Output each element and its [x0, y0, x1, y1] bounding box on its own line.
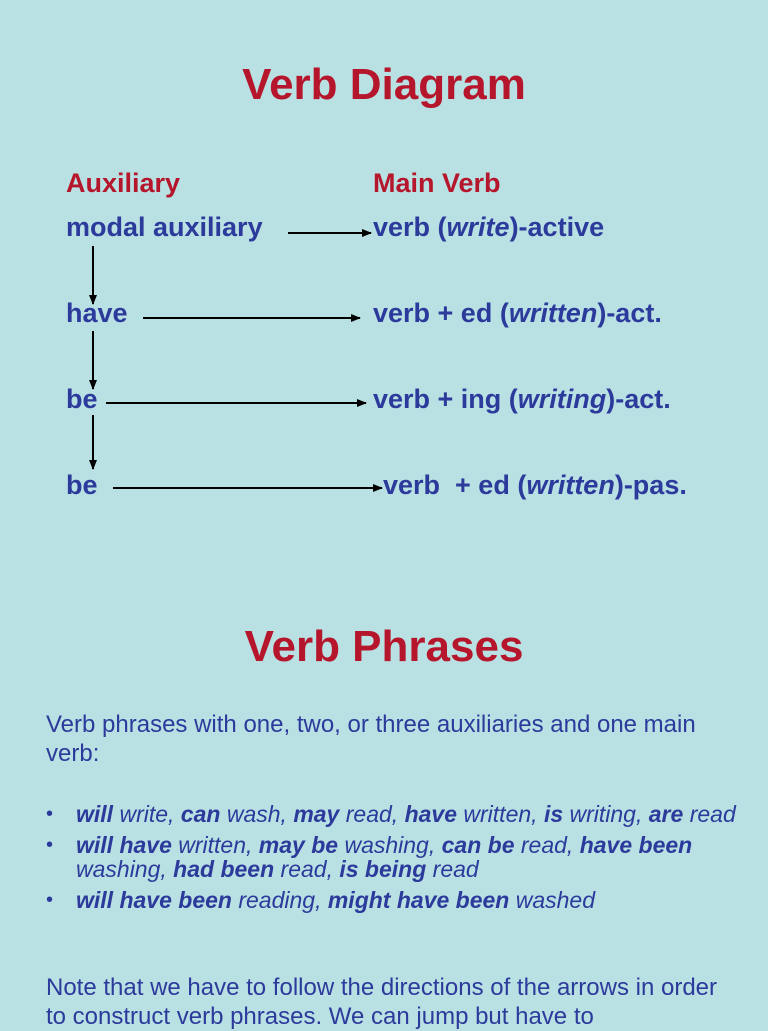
aux-row-3: be: [66, 384, 98, 414]
phrase-auxiliary: is being: [339, 856, 427, 882]
aux-row-2: have: [66, 298, 128, 328]
auxiliary-header: Auxiliary: [66, 168, 181, 198]
phrase-main-verb: washing,: [76, 856, 174, 882]
phrase-auxiliary: can be: [441, 832, 515, 858]
main-row-3-italic: writing: [517, 384, 607, 414]
phrases-title: Verb Phrases: [244, 622, 524, 671]
main-row-2-pre: verb + ed (: [373, 298, 509, 328]
phrase-main-verb: wash,: [220, 801, 294, 827]
phrase-main-verb: written,: [171, 832, 259, 858]
main-row-4-italic: written: [526, 470, 615, 500]
phrase-main-verb: read: [426, 856, 479, 882]
phrase-main-verb: write,: [113, 801, 181, 827]
phrase-main-verb: read,: [274, 856, 340, 882]
phrase-main-verb: washing,: [338, 832, 442, 858]
diagram-title: Verb Diagram: [242, 60, 526, 109]
phrase-auxiliary: had been: [173, 856, 275, 882]
main-row-2-post: )-act.: [597, 298, 662, 328]
phrase-auxiliary: will have: [76, 832, 172, 858]
phrase-main-verb: writing,: [563, 801, 649, 827]
aux-row-1: modal auxiliary: [66, 212, 263, 242]
phrases-intro: Verb phrases with one, two, or three auxiliaries and one main verb:: [46, 711, 696, 767]
phrase-auxiliary: are: [648, 801, 684, 827]
phrase-auxiliary: may: [293, 801, 340, 827]
phrase-main-verb: reading,: [231, 887, 328, 913]
main-row-3-pre: verb + ing (: [373, 384, 518, 414]
phrases-note: Note that we have to follow the directions of the arrows in order to construct verb phrases. We can jump but have to: [46, 974, 718, 1030]
phrase-main-verb: read,: [514, 832, 580, 858]
main-row-1-post: )-active: [509, 212, 605, 242]
phrase-auxiliary: have: [404, 801, 458, 827]
main-row-4-pre: verb + ed (: [383, 470, 527, 500]
phrase-main-verb: washed: [509, 887, 596, 913]
main-row-3-post: )-act.: [606, 384, 671, 414]
main-row-4-post: )-pas.: [614, 470, 687, 500]
main-verb-header: Main Verb: [373, 168, 501, 198]
phrase-list-item: [46, 833, 736, 881]
main-row-1-italic: write: [446, 212, 510, 242]
phrase-auxiliary: might have been: [327, 887, 510, 913]
phrase-main-verb: read,: [339, 801, 405, 827]
main-row-1-pre: verb (: [373, 212, 447, 242]
phrase-list: [46, 802, 736, 919]
phrase-auxiliary: will: [76, 801, 114, 827]
phrase-auxiliary: have been: [579, 832, 693, 858]
aux-row-4: be: [66, 470, 98, 500]
main-row-2-italic: written: [508, 298, 598, 328]
phrase-main-verb: written,: [457, 801, 544, 827]
phrase-auxiliary: may be: [258, 832, 339, 858]
phrase-main-verb: read: [683, 801, 736, 827]
phrase-list-item: [46, 802, 736, 826]
phrase-list-item: [46, 888, 736, 912]
phrase-auxiliary: will have been: [76, 887, 232, 913]
phrase-auxiliary: can: [180, 801, 221, 827]
phrase-auxiliary: is: [543, 801, 564, 827]
